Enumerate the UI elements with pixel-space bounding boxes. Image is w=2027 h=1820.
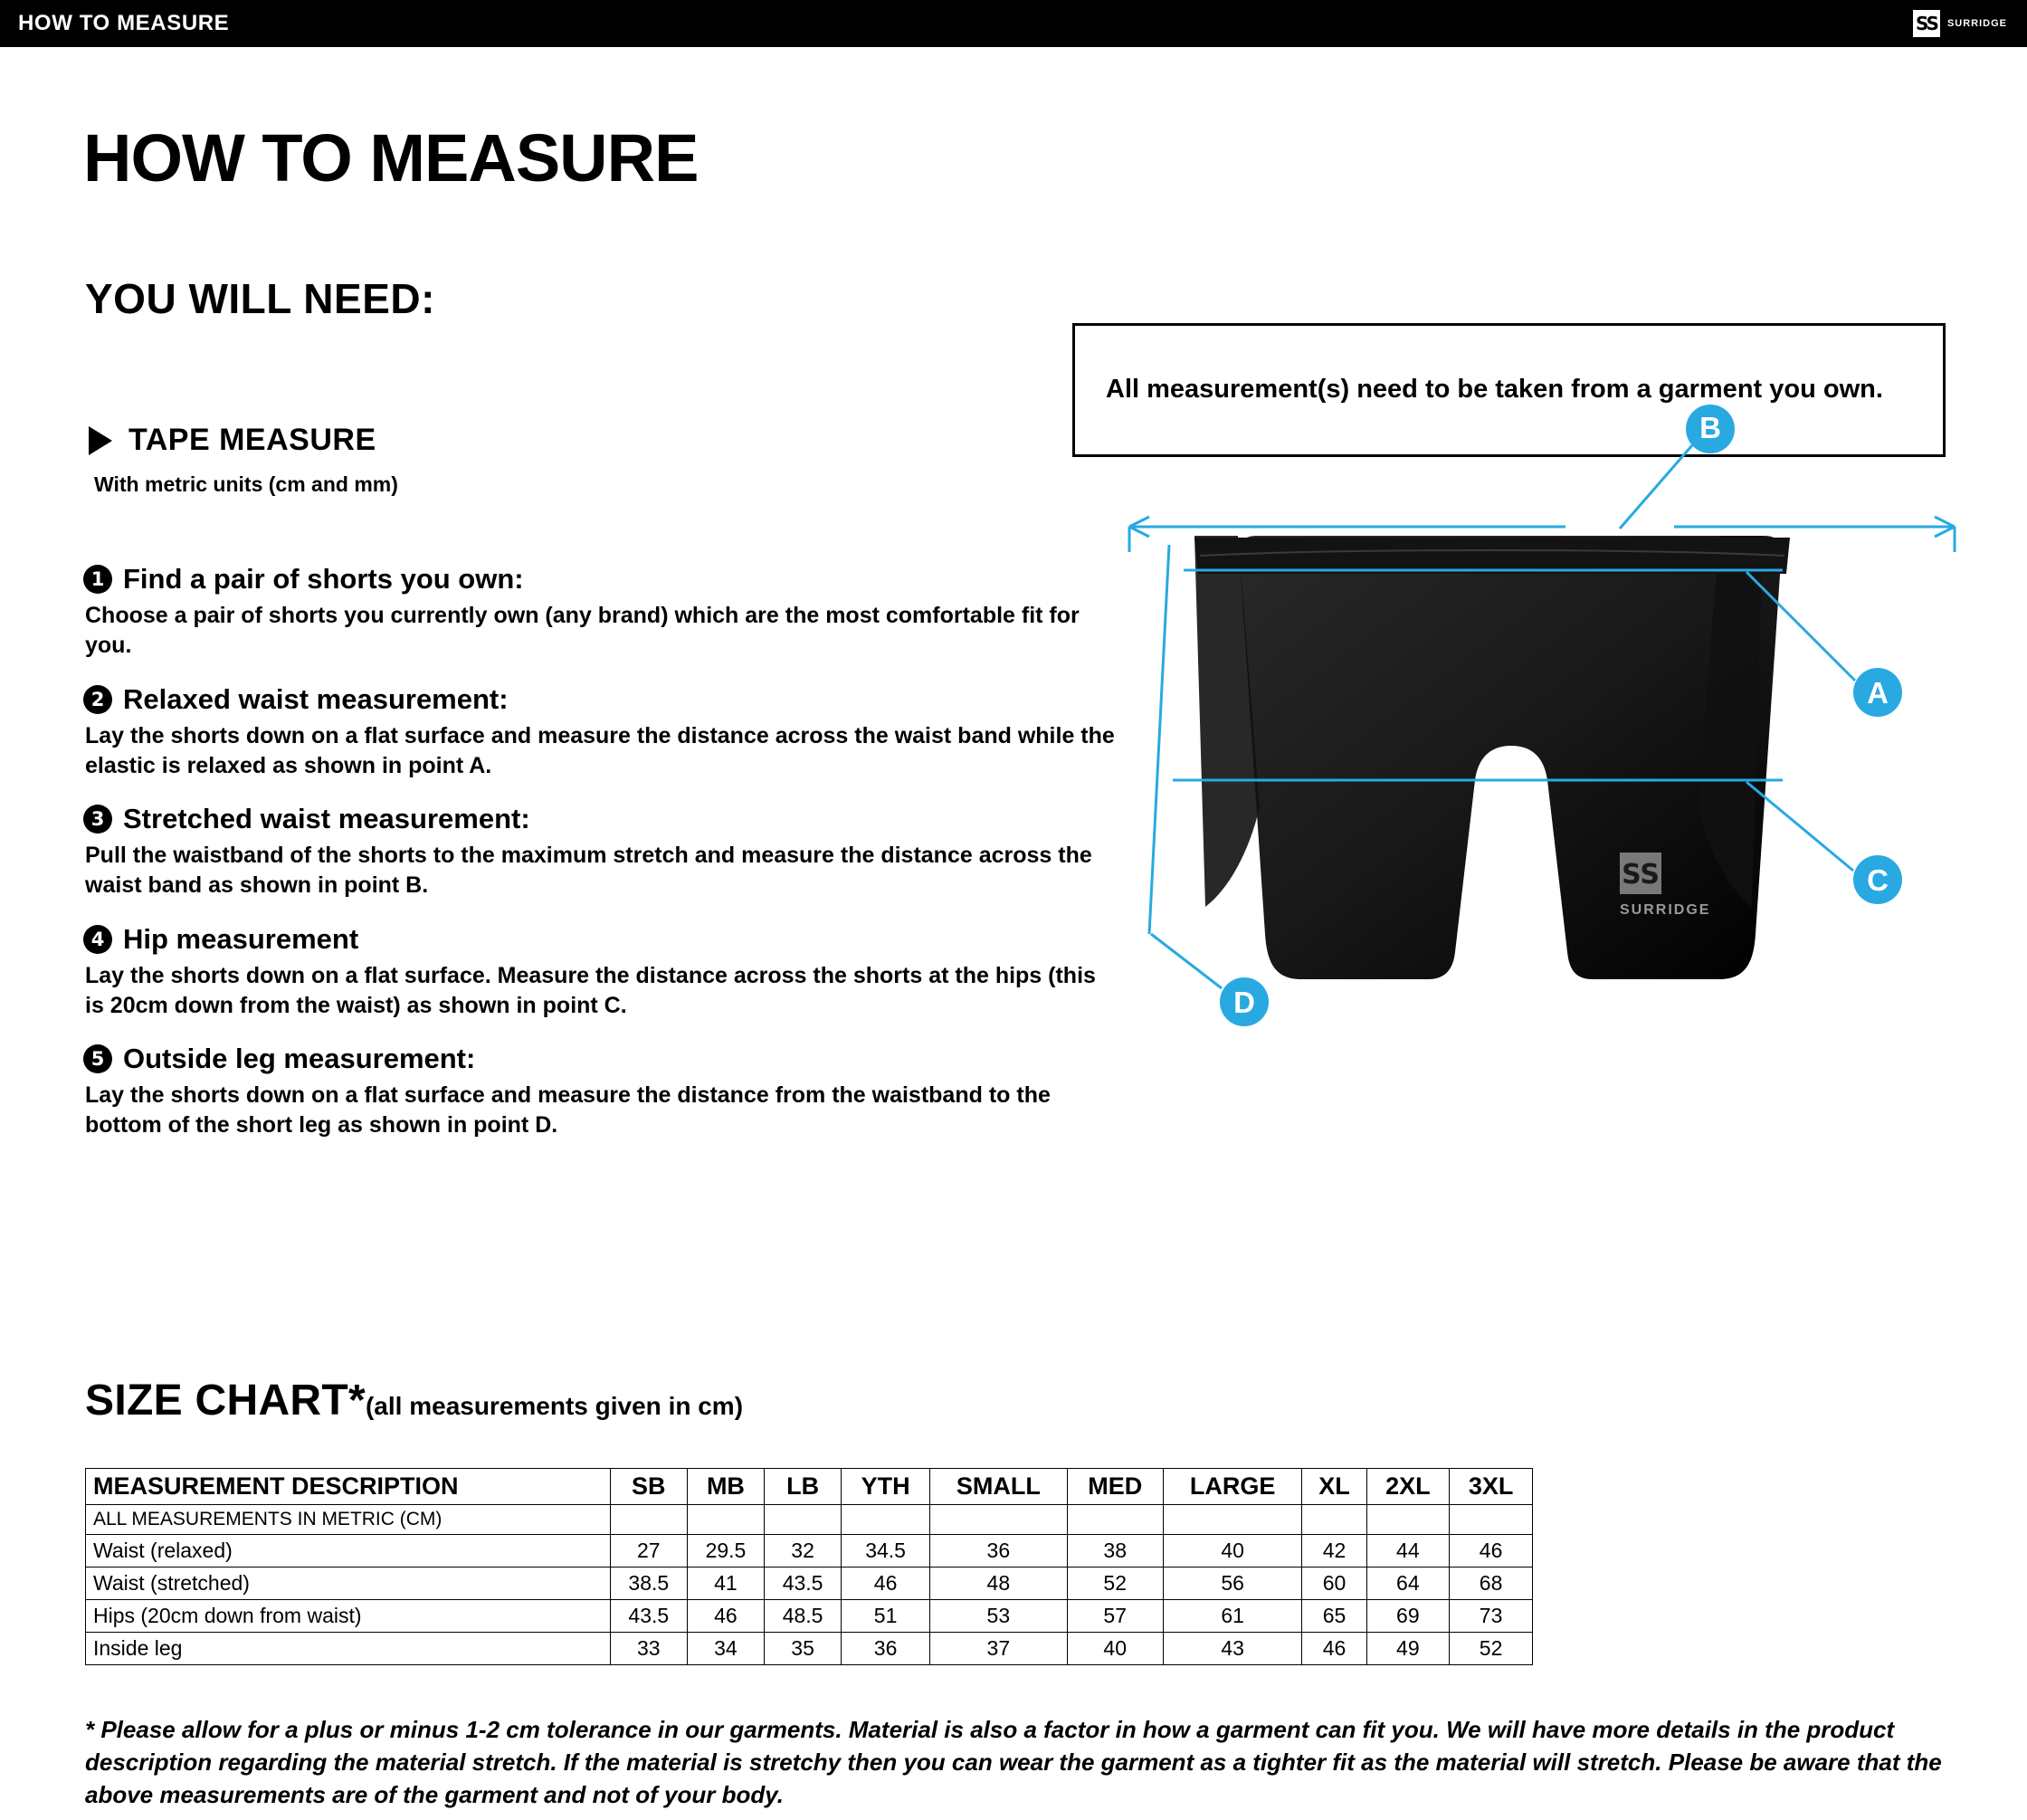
step-body: Choose a pair of shorts you currently own (any brand) which are the most comfortable fit for you. xyxy=(85,603,1080,659)
step-item xyxy=(83,563,1115,662)
cell-value: 53 xyxy=(930,1600,1068,1633)
step-body: Pull the waistband of the shorts to the maximum stretch and measure the distance across the waist band as shown in point B. xyxy=(85,843,1092,899)
column-header-yth: YTH xyxy=(842,1469,930,1505)
step-body: Lay the shorts down on a flat surface and measure the distance from the waistband to the bottom of the short leg as shown in point D. xyxy=(85,1082,1051,1139)
cell-value: 69 xyxy=(1366,1600,1450,1633)
top-bar-title: HOW TO MEASURE xyxy=(18,11,230,35)
step-number-badge: 3 xyxy=(83,805,112,834)
column-header-lb: LB xyxy=(765,1469,842,1505)
cell-value: 64 xyxy=(1366,1567,1450,1600)
step-header xyxy=(83,923,1115,956)
svg-text:D: D xyxy=(1233,986,1255,1019)
cell-empty xyxy=(1366,1505,1450,1535)
size-chart-heading xyxy=(85,1376,743,1425)
cell-value: 57 xyxy=(1067,1600,1163,1633)
tape-measure-item xyxy=(89,423,376,458)
cell-value: 41 xyxy=(687,1567,764,1600)
cell-value: 46 xyxy=(1302,1633,1366,1665)
table-row-metric-note xyxy=(86,1505,1533,1535)
step-header xyxy=(83,563,1115,596)
cell-empty xyxy=(687,1505,764,1535)
cell-value: 40 xyxy=(1067,1633,1163,1665)
notice-box xyxy=(1072,323,1946,457)
column-header-med: MED xyxy=(1067,1469,1163,1505)
cell-value: 29.5 xyxy=(687,1535,764,1567)
step-header xyxy=(83,803,1115,835)
step-number-badge: 2 xyxy=(83,685,112,714)
step-title: Outside leg measurement: xyxy=(123,1043,476,1074)
cell-empty xyxy=(610,1505,687,1535)
step-body: Lay the shorts down on a flat surface. Measure the distance across the shorts at the hips (this is 20cm down from the waist) as shown in point C. xyxy=(85,962,1096,1018)
cell-value: 48.5 xyxy=(765,1600,842,1633)
cell-empty xyxy=(1067,1505,1163,1535)
cell-value: 43.5 xyxy=(610,1600,687,1633)
step-title: Relaxed waist measurement: xyxy=(123,682,509,715)
brand-logo-mark: SS xyxy=(1913,10,1940,37)
brand-logo xyxy=(1913,10,2007,37)
shorts-measurement-diagram xyxy=(1113,411,1982,1359)
triangle-right-icon xyxy=(89,426,112,455)
cell-value: 27 xyxy=(610,1535,687,1567)
cell-empty xyxy=(765,1505,842,1535)
column-header-description: MEASUREMENT DESCRIPTION xyxy=(86,1469,611,1505)
column-header-3xl: 3XL xyxy=(1450,1469,1533,1505)
svg-text:SS: SS xyxy=(1622,859,1660,891)
size-chart-title: SIZE CHART* xyxy=(85,1377,366,1425)
column-header-2xl: 2XL xyxy=(1366,1469,1450,1505)
tape-measure-sublabel: With metric units (cm and mm) xyxy=(94,472,398,496)
step-title: Hip measurement xyxy=(123,922,359,955)
row-label: Waist (stretched) xyxy=(86,1567,611,1600)
cell-value: 43 xyxy=(1163,1633,1302,1665)
page-content xyxy=(0,47,2027,1820)
cell-value: 48 xyxy=(930,1567,1068,1600)
cell-empty xyxy=(1450,1505,1533,1535)
cell-value: 61 xyxy=(1163,1600,1302,1633)
cell-empty xyxy=(1302,1505,1366,1535)
column-header-large: LARGE xyxy=(1163,1469,1302,1505)
marker-c xyxy=(1853,855,1902,904)
step-item xyxy=(83,1043,1115,1141)
cell-value: 37 xyxy=(930,1633,1068,1665)
row-label: Inside leg xyxy=(86,1633,611,1665)
notice-text: All measurement(s) need to be taken from a garment you own. xyxy=(1106,375,1883,405)
cell-value: 65 xyxy=(1302,1600,1366,1633)
cell-value: 34 xyxy=(687,1633,764,1665)
svg-text:A: A xyxy=(1867,676,1889,710)
cell-empty xyxy=(930,1505,1068,1535)
table-header-row xyxy=(86,1469,1533,1505)
svg-text:B: B xyxy=(1699,411,1721,444)
column-header-sb: SB xyxy=(610,1469,687,1505)
table-row xyxy=(86,1600,1533,1633)
row-label: Waist (relaxed) xyxy=(86,1535,611,1567)
step-item xyxy=(83,803,1115,901)
cell-value: 46 xyxy=(842,1567,930,1600)
cell-empty xyxy=(842,1505,930,1535)
cell-value: 73 xyxy=(1450,1600,1533,1633)
size-chart-table xyxy=(85,1468,1533,1665)
cell-value: 32 xyxy=(765,1535,842,1567)
column-header-mb: MB xyxy=(687,1469,764,1505)
cell-value: 40 xyxy=(1163,1535,1302,1567)
step-item xyxy=(83,923,1115,1022)
cell-value: 35 xyxy=(765,1633,842,1665)
column-header-xl: XL xyxy=(1302,1469,1366,1505)
cell-value: 60 xyxy=(1302,1567,1366,1600)
table-row xyxy=(86,1535,1533,1567)
svg-text:SURRIDGE: SURRIDGE xyxy=(1620,902,1711,918)
footnote: * Please allow for a plus or minus 1-2 cm tolerance in our garments. Material is also a factor in how a garment can fit you. We will have more details in the product description regarding the material stretch. If the material is stretchy then you can wear the garment as a tighter fit as the material will stretch. Please be aware that the above measurements are of the garment and not of your body. xyxy=(85,1716,1942,1808)
cell-value: 52 xyxy=(1450,1633,1533,1665)
row-label: Hips (20cm down from waist) xyxy=(86,1600,611,1633)
cell-value: 36 xyxy=(842,1633,930,1665)
tape-measure-label: TAPE MEASURE xyxy=(128,423,376,457)
steps-list xyxy=(83,563,1115,1163)
step-number-badge: 1 xyxy=(83,565,112,594)
step-title: Find a pair of shorts you own: xyxy=(123,563,524,595)
cell-value: 49 xyxy=(1366,1633,1450,1665)
cell-value: 52 xyxy=(1067,1567,1163,1600)
table-row xyxy=(86,1633,1533,1665)
step-header xyxy=(83,683,1115,716)
marker-b xyxy=(1686,405,1735,453)
step-body: Lay the shorts down on a flat surface and measure the distance across the waist band while the elastic is relaxed as shown in point A. xyxy=(85,722,1115,778)
marker-a xyxy=(1853,668,1902,717)
step-title: Stretched waist measurement: xyxy=(123,803,530,834)
column-header-small: SMALL xyxy=(930,1469,1068,1505)
step-number-badge: 5 xyxy=(83,1044,112,1073)
page-title: HOW TO MEASURE xyxy=(83,120,699,195)
cell-value: 51 xyxy=(842,1600,930,1633)
marker-d xyxy=(1220,977,1269,1026)
cell-value: 38 xyxy=(1067,1535,1163,1567)
cell-value: 43.5 xyxy=(765,1567,842,1600)
cell-value: 36 xyxy=(930,1535,1068,1567)
brand-logo-name: SURRIDGE xyxy=(1946,18,2007,29)
cell-value: 33 xyxy=(610,1633,687,1665)
cell-value: 68 xyxy=(1450,1567,1533,1600)
cell-value: 42 xyxy=(1302,1535,1366,1567)
top-bar xyxy=(0,0,2027,47)
table-row xyxy=(86,1567,1533,1600)
cell-value: 38.5 xyxy=(610,1567,687,1600)
svg-text:C: C xyxy=(1867,863,1889,897)
cell-value: 46 xyxy=(1450,1535,1533,1567)
step-header xyxy=(83,1043,1115,1075)
cell-value: 44 xyxy=(1366,1535,1450,1567)
cell-value: 34.5 xyxy=(842,1535,930,1567)
cell-value: 56 xyxy=(1163,1567,1302,1600)
cell-empty xyxy=(1163,1505,1302,1535)
cell-value: 46 xyxy=(687,1600,764,1633)
step-item xyxy=(83,683,1115,782)
metric-note: ALL MEASUREMENTS IN METRIC (CM) xyxy=(86,1505,611,1535)
you-will-need-heading: YOU WILL NEED: xyxy=(85,275,435,322)
size-chart-subtitle: (all measurements given in cm) xyxy=(365,1392,744,1420)
step-number-badge: 4 xyxy=(83,925,112,954)
